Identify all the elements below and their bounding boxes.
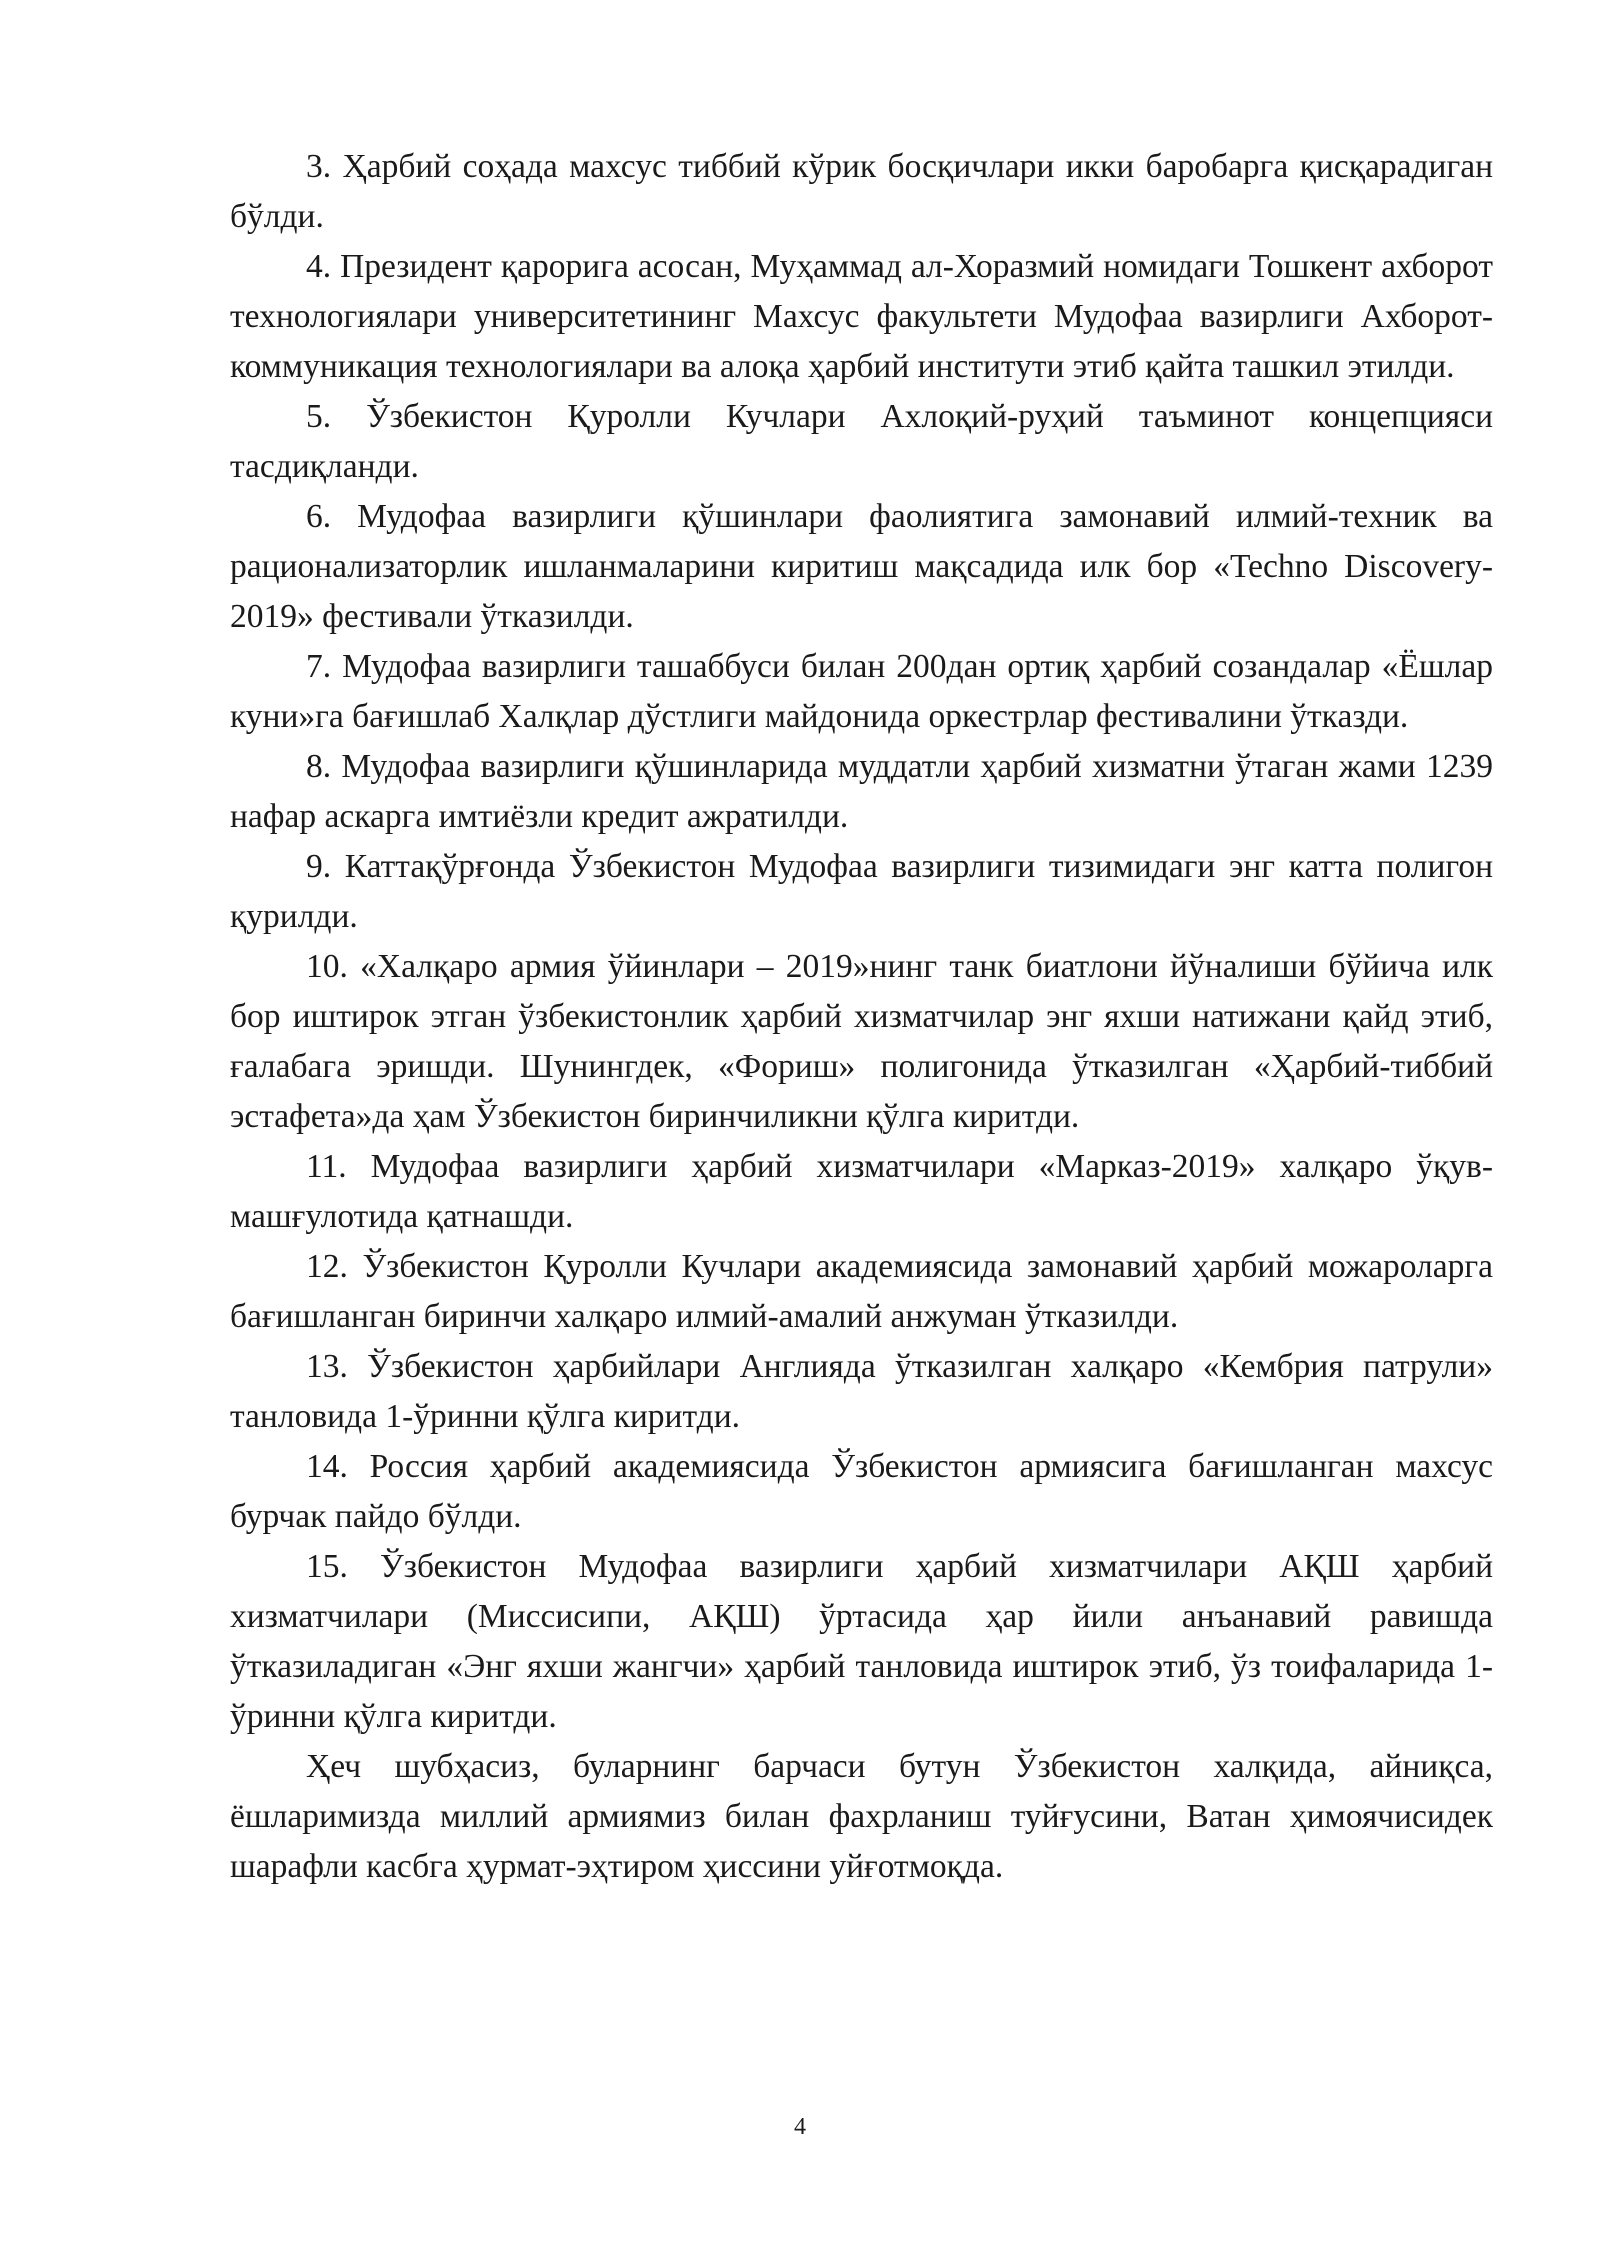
paragraph-item-5: 5. Ўзбекистон Қуролли Кучлари Ахлоқий-руҳий таъминот концепцияси тасдиқланди. <box>230 398 1493 485</box>
paragraph-item-14: 14. Россия ҳарбий академиясида Ўзбекистон армиясига бағишланган махсус бурчак пайдо бўлди. <box>230 1448 1493 1535</box>
paragraph-item-3: 3. Ҳарбий соҳада махсус тиббий кўрик босқичлари икки баробарга қисқарадиган бўлди. <box>230 148 1493 235</box>
paragraph-item-10: 10. «Халқаро армия ўйинлари – 2019»нинг танк биатлони йўналиши бўйича илк бор иштирок этган ўзбекистонлик ҳарбий хизматчилар энг яхши натижани қайд этиб, ғалабага эришди. Шунингдек, «Фориш» полигонида ўтказилган «Ҳарбий-тиббий эстафета»да ҳам Ўзбекистон биринчиликни қўлга киритди. <box>230 948 1493 1135</box>
paragraph-item-6: 6. Мудофаа вазирлиги қўшинлари фаолиятига замонавий илмий-техник ва рационализаторлик ишланмаларини киритиш мақсадида илк бор «Techno Discovery-2019» фестивали ўтказилди. <box>230 498 1493 635</box>
paragraph-item-13: 13. Ўзбекистон ҳарбийлари Англияда ўтказилган халқаро «Кембрия патрули» танловида 1-ўринни қўлга киритди. <box>230 1348 1493 1435</box>
document-body <box>230 142 1493 1892</box>
paragraph-item-11: 11. Мудофаа вазирлиги ҳарбий хизматчилари «Марказ-2019» халқаро ўқув-машғулотида қатнашди. <box>230 1148 1493 1235</box>
paragraph-item-8: 8. Мудофаа вазирлиги қўшинларида муддатли ҳарбий хизматни ўтаган жами 1239 нафар аскарга имтиёзли кредит ажратилди. <box>230 748 1493 835</box>
paragraph-item-9: 9. Каттақўрғонда Ўзбекистон Мудофаа вазирлиги тизимидаги энг катта полигон қурилди. <box>230 848 1493 935</box>
paragraph-item-12: 12. Ўзбекистон Қуролли Кучлари академиясида замонавий ҳарбий можароларга бағишланган биринчи халқаро илмий-амалий анжуман ўтказилди. <box>230 1248 1493 1335</box>
paragraph-item-7: 7. Мудофаа вазирлиги ташаббуси билан 200дан ортиқ ҳарбий созандалар «Ёшлар куни»га бағишлаб Халқлар дўстлиги майдонида оркестрлар фестивалини ўтказди. <box>230 648 1493 735</box>
paragraph-item-4: 4. Президент қарорига асосан, Муҳаммад ал-Хоразмий номидаги Тошкент ахборот технологиялари университетининг Махсус факультети Мудофаа вазирлиги Ахборот-коммуникация технологиялари ва алоқа ҳарбий институти этиб қайта ташкил этилди. <box>230 248 1493 385</box>
paragraph-conclusion: Ҳеч шубҳасиз, буларнинг барчаси бутун Ўзбекистон халқида, айниқса, ёшларимизда миллий армиямиз билан фахрланиш туйғусини, Ватан ҳимоячисидек шарафли касбга ҳурмат-эҳтиром ҳиссини уйғотмоқда. <box>230 1748 1493 1885</box>
page-number: 4 <box>794 2114 806 2140</box>
paragraph-item-15: 15. Ўзбекистон Мудофаа вазирлиги ҳарбий хизматчилари АҚШ ҳарбий хизматчилари (Миссисипи, АҚШ) ўртасида ҳар йили анъанавий равишда ўтказиладиган «Энг яхши жангчи» ҳарбий танловида иштирок этиб, ўз тоифаларида 1-ўринни қўлга киритди. <box>230 1548 1493 1735</box>
